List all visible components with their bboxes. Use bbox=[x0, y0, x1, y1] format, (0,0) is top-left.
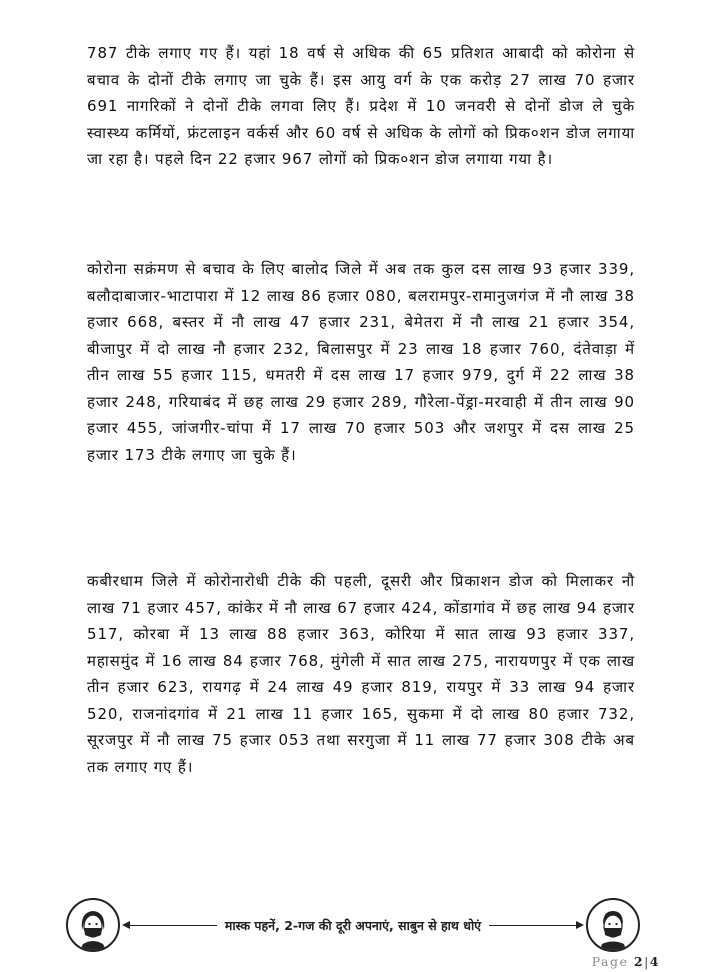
footer-banner bbox=[66, 898, 640, 956]
slogan-row bbox=[124, 915, 582, 935]
page-label: Page bbox=[591, 954, 629, 969]
paragraph: 787 टीके लगाए गए हैं। यहां 18 वर्ष से अधिक की 65 प्रतिशत आबादी को कोरोना से बचाव के दोनों टीके लगाए जा चुके हैं। इस आयु वर्ग के एक करोड़ 27 लाख 70 हजार 691 नागरिकों ने दोनों टीके लगवा लिए हैं। प्रदेश में 10 जनवरी से दोनों डोज ले चुके स्वास्थ्य कर्मियों, फ्रंटलाइन वर्कर्स और 60 वर्ष से अधिक के लोगों को प्रिक०शन डोज लगाया जा रहा है। पहले दिन 22 हजार 967 लोगों को प्रिक०शन डोज लगाया गया है। bbox=[87, 44, 635, 168]
page-separator: | bbox=[644, 954, 650, 969]
paragraph: कोरोना सक्रंमण से बचाव के लिए बालोद जिले में अब तक कुल दस लाख 93 हजार 339, बलौदाबाजार-भाटापारा में 12 लाख 86 हजार 080, बलरामपुर-रामानुजगंज में नौ लाख 38 हजार 668, बस्तर में नौ लाख 47 हजार 231, बेमेतरा में नौ लाख 21 हजार 354, बीजापुर में दो लाख नौ हजार 232, बिलासपुर में 23 लाख 18 हजार 760, दंतेवाड़ा में तीन लाख 55 हजार 115, धमतरी में दस लाख 17 हजार 979, दुर्ग में 22 लाख 38 हजार 248, गरियाबंद में छह लाख 29 हजार 289, गौरेला-पेंड्रा-मरवाही में तीन लाख 90 हजार 455, जांजगीर-चांपा में 17 लाख 70 हजार 503 और जशपुर में दस लाख 25 हजार 173 टीके लगाए जा चुके हैं। bbox=[87, 260, 635, 464]
masked-woman-icon bbox=[66, 898, 120, 952]
total-pages: 4 bbox=[649, 954, 660, 969]
left-arrow-icon bbox=[124, 925, 217, 926]
right-arrow-icon bbox=[489, 925, 582, 926]
paragraph: कबीरधाम जिले में कोरोनारोधी टीके की पहली, दूसरी और प्रिकाशन डोज को मिलाकर नौ लाख 71 हजार 457, कांकेर में नौ लाख 67 हजार 424, कोंडागांव में छह लाख 94 हजार 517, कोरबा में 13 लाख 88 हजार 363, कोरिया में सात लाख 93 हजार 337, महासमुंद में 16 लाख 84 हजार 768, मुंगेली में सात लाख 275, नारायणपुर में एक लाख तीन हजार 623, रायगढ़ में 24 लाख 49 हजार 819, रायपुर में 33 लाख 94 हजार 520, राजनांदगांव में 21 लाख 11 हजार 165, सुकमा में दो लाख 80 हजार 732, सूरजपुर में नौ लाख 75 हजार 053 तथा सरगुजा में 11 लाख 77 हजार 308 टीके अब तक लगाए गए हैं। bbox=[87, 572, 635, 776]
current-page-number: 2 bbox=[633, 954, 645, 969]
page-number bbox=[592, 954, 660, 969]
masked-man-icon bbox=[586, 898, 640, 952]
safety-slogan: मास्क पहनें, 2-गज की दूरी अपनाएं, साबुन से हाथ धोएं bbox=[224, 917, 482, 933]
